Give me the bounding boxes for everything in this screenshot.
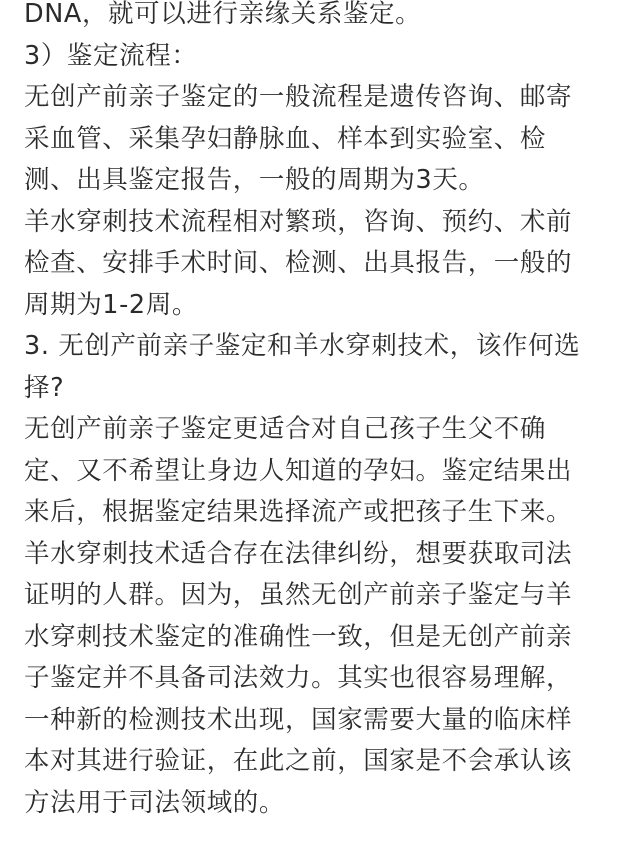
text-line: 本对其进行验证，在此之前，国家是不会承认该 [24,746,573,776]
text-line: 证明的人群。因为，虽然无创产前亲子鉴定与羊 [24,580,573,610]
text-line: 来后，根据鉴定结果选择流产或把孩子生下来。 [24,497,573,527]
text-line: 羊水穿刺技术流程相对繁琐，咨询、预约、术前 [24,206,573,237]
text-line: 一种新的检测技术出现，国家需要大量的临床样 [24,704,573,735]
text-line: 羊水穿刺技术适合存在法律纠纷，想要获取司法 [24,538,573,569]
article-text [24,0,632,824]
text-line: 周期为1-2周。 [24,289,198,320]
text-line: DNA，就可以进行亲缘关系鉴定。 [24,0,422,29]
section-heading: 3. 无创产前亲子鉴定和羊水穿刺技术，该作何选 [24,331,581,361]
section-heading: 3）鉴定流程： [24,40,198,71]
text-line: 方法用于司法领域的。 [24,787,286,818]
text-line: 检查、安排手术时间、检测、出具报告，一般的 [24,248,573,278]
text-line: 无创产前亲子鉴定更适合对自己孩子生父不确 [24,414,547,444]
text-line: 定、又不希望让身边人知道的孕妇。鉴定结果出 [24,455,573,486]
section-heading: 择? [24,372,65,403]
text-line: 测、出具鉴定报告，一般的周期为3天。 [24,165,485,195]
text-line: 子鉴定并不具备司法效力。其实也很容易理解， [24,663,573,693]
text-line: 水穿刺技术鉴定的准确性一致，但是无创产前亲 [24,621,573,652]
text-line: 采血管、采集孕妇静脉血、样本到实验室、检 [24,123,547,154]
text-line: 无创产前亲子鉴定的一般流程是遗传咨询、邮寄 [24,82,573,112]
